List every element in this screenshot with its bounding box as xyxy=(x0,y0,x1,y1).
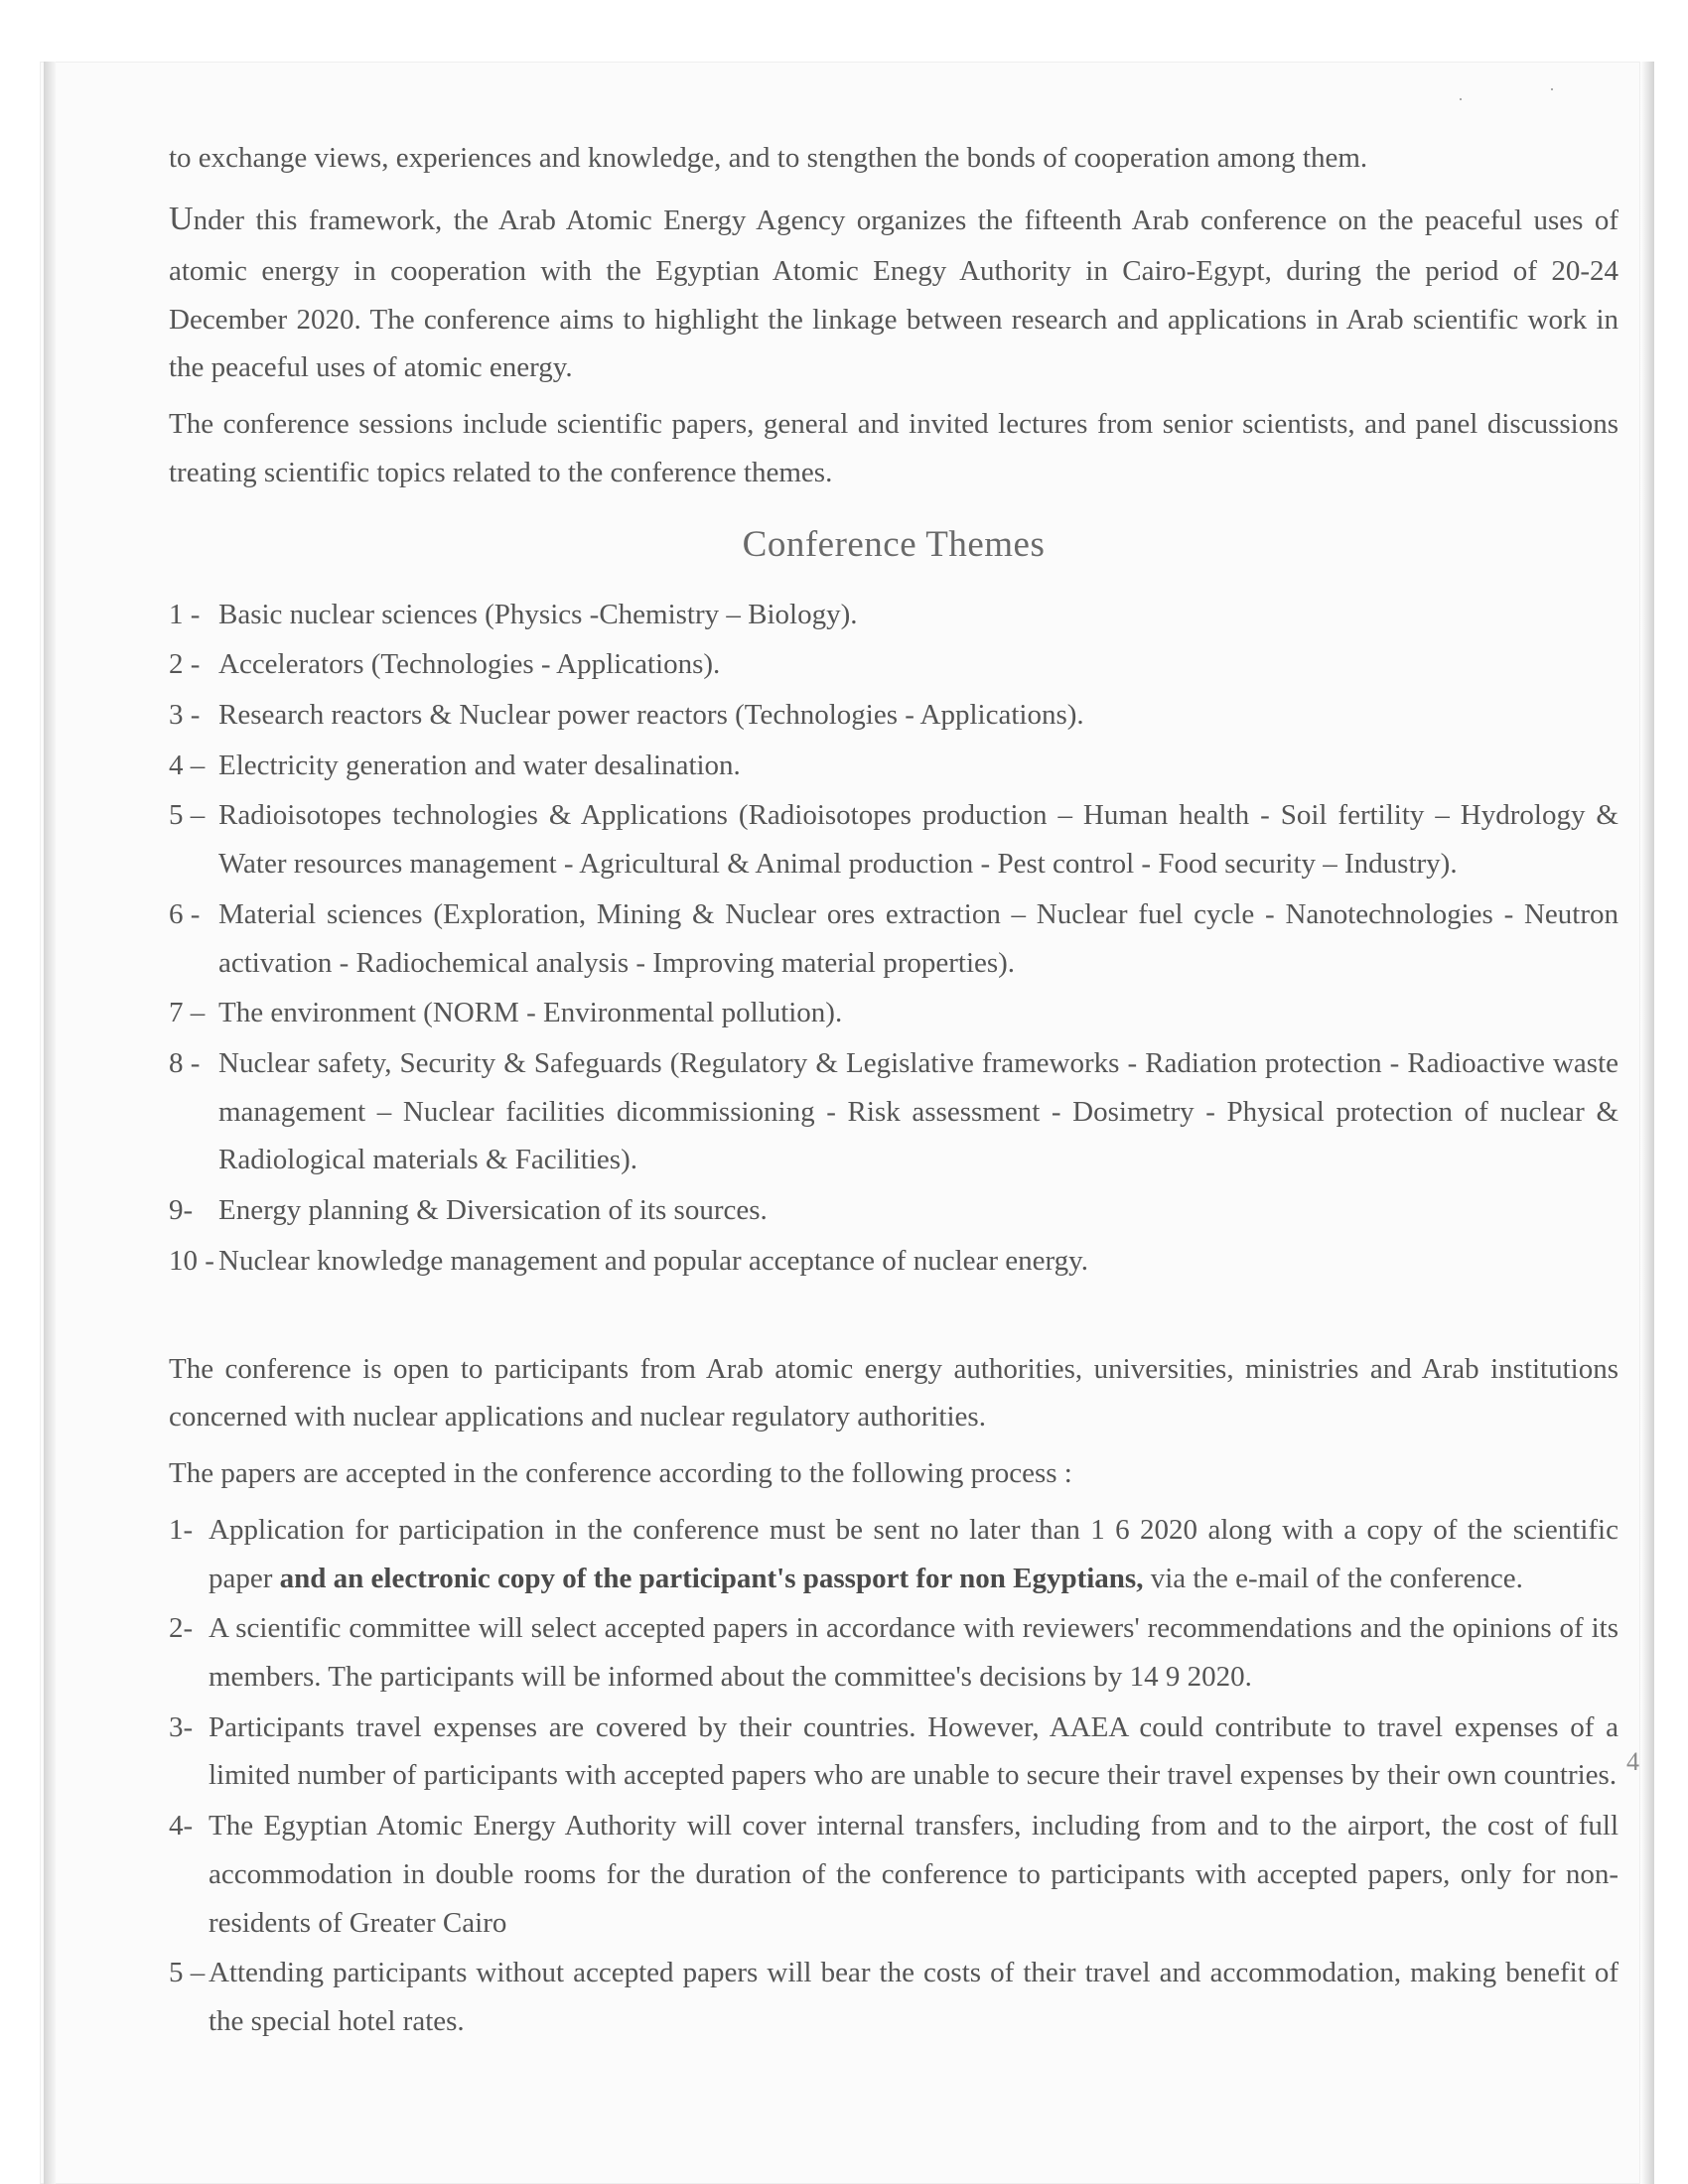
theme-number: 2 - xyxy=(169,648,201,681)
process-text: Participants travel expenses are covered by their countries. However, AAEA could contribute to travel expenses of a limited number of participants with accepted papers who are unable to secure their travel expenses by their own countries. xyxy=(209,1710,1618,1792)
process-item xyxy=(169,1704,1618,1800)
process-intro-paragraph: The papers are accepted in the conference according to the following process : xyxy=(169,1457,1072,1490)
process-list xyxy=(169,1506,1618,2046)
theme-number: 9- xyxy=(169,1194,194,1227)
framework-paragraph: Under this framework, the Arab Atomic Energy Agency organizes the fifteenth Arab conference on the peaceful uses of atomic energy in cooperation with the Egyptian Atomic Enegy Authority in Cairo-Egypt, during the period of 20-24 December 2020. The conference aims to highlight the linkage between research and applications in Arab scientific work in the peaceful uses of atomic energy. xyxy=(169,200,1618,384)
theme-item xyxy=(169,1039,1618,1184)
scan-speck: · xyxy=(1458,89,1464,109)
theme-text: Research reactors & Nuclear power reactors (Technologies - Applications). xyxy=(218,699,1084,732)
theme-text: Electricity generation and water desalination. xyxy=(218,749,741,781)
process-number: 4- xyxy=(169,1810,194,1843)
process-number: 5 – xyxy=(169,1957,206,1989)
theme-number: 5 – xyxy=(169,799,206,832)
theme-number: 8 - xyxy=(169,1047,201,1080)
intro-continuation-paragraph: to exchange views, experiences and knowledge, and to stengthen the bonds of cooperation among them. xyxy=(169,142,1368,174)
theme-text: Energy planning & Diversication of its sources. xyxy=(218,1194,768,1227)
theme-item xyxy=(169,890,1618,987)
process-text: Attending participants without accepted papers will bear the costs of their travel and accommodation, making benefit of the special hotel rates. xyxy=(209,1957,1618,2037)
theme-number: 7 – xyxy=(169,997,206,1029)
process-number: 1- xyxy=(169,1513,194,1546)
theme-item xyxy=(169,1237,1618,1286)
theme-number: 3 - xyxy=(169,699,201,732)
theme-text: The environment (NORM - Environmental pollution). xyxy=(218,997,843,1029)
theme-number: 6 - xyxy=(169,897,201,930)
theme-number: 1 - xyxy=(169,598,201,630)
process-text: A scientific committee will select accepted papers in accordance with reviewers' recommendations and the opinions of its members. The participants will be informed about the committee's decisions by 14 9 2020. xyxy=(209,1612,1618,1693)
theme-item xyxy=(169,691,1618,740)
theme-text: Nuclear safety, Security & Safeguards (Regulatory & Legislative frameworks - Radiation protection - Radioactive waste management – Nuclear facilities dicommissioning - Risk assessment - Dosimetry - Physical protection of nuclear & Radiological materials & Facilities). xyxy=(218,1047,1618,1176)
theme-item xyxy=(169,1186,1618,1235)
process-text-start: Application for participation in the conference must be sent no later than 1 6 2020 along with a copy of the scientific paper xyxy=(209,1513,1618,1594)
passport-requirement-bold: and an electronic copy of the participant's passport for non Egyptians, xyxy=(279,1562,1144,1594)
open-participation-paragraph: The conference is open to participants from Arab atomic energy authorities, universities, ministries and Arab institutions concerned with nuclear applications and nuclear regulatory authorities. xyxy=(169,1352,1618,1433)
process-text xyxy=(209,1506,1618,1602)
process-number: 2- xyxy=(169,1612,194,1645)
theme-item xyxy=(169,742,1618,790)
process-item xyxy=(169,1949,1618,2045)
document-page xyxy=(169,134,1618,2048)
scan-right-edge-shadow xyxy=(1640,62,1654,2184)
conference-themes-heading: Conference Themes xyxy=(742,524,1046,566)
theme-text: Material sciences (Exploration, Mining & Nuclear ores extraction – Nuclear fuel cycle - Nanotechnologies - Neutron activation - Radiochemical analysis - Improving material properties). xyxy=(218,897,1618,979)
process-text: The Egyptian Atomic Energy Authority will cover internal transfers, including from and to the airport, the cost of full accommodation in double rooms for the duration of the conference to participants with accepted papers, only for non-residents of Greater Cairo xyxy=(209,1810,1618,1939)
theme-text: Radioisotopes technologies & Applications (Radioisotopes production – Human health - Soil fertility – Hydrology & Water resources management - Agricultural & Animal production - Pest control - Food security – Industry). xyxy=(218,799,1618,881)
process-item xyxy=(169,1506,1618,1602)
theme-text: Nuclear knowledge management and popular acceptance of nuclear energy. xyxy=(218,1244,1089,1277)
theme-text: Accelerators (Technologies - Applications). xyxy=(218,648,721,681)
theme-number: 10 - xyxy=(169,1244,214,1277)
process-item xyxy=(169,1604,1618,1701)
themes-list xyxy=(169,591,1618,1286)
page-margin-number: 4 xyxy=(1626,1747,1639,1776)
theme-item xyxy=(169,989,1618,1037)
scan-speck: · xyxy=(1549,79,1555,99)
theme-text: Basic nuclear sciences (Physics -Chemistry – Biology). xyxy=(218,598,858,630)
theme-item xyxy=(169,640,1618,689)
process-item xyxy=(169,1802,1618,1947)
theme-number: 4 – xyxy=(169,749,206,781)
section-spacer xyxy=(169,1288,1618,1345)
process-text-end: via the e-mail of the conference. xyxy=(1150,1562,1523,1594)
process-number: 3- xyxy=(169,1710,194,1743)
theme-item xyxy=(169,791,1618,887)
theme-item xyxy=(169,591,1618,639)
sessions-paragraph: The conference sessions include scientific papers, general and invited lectures from senior scientists, and panel discussions treating scientific topics related to the conference themes. xyxy=(169,407,1618,488)
scan-left-edge-shadow xyxy=(44,62,56,2184)
